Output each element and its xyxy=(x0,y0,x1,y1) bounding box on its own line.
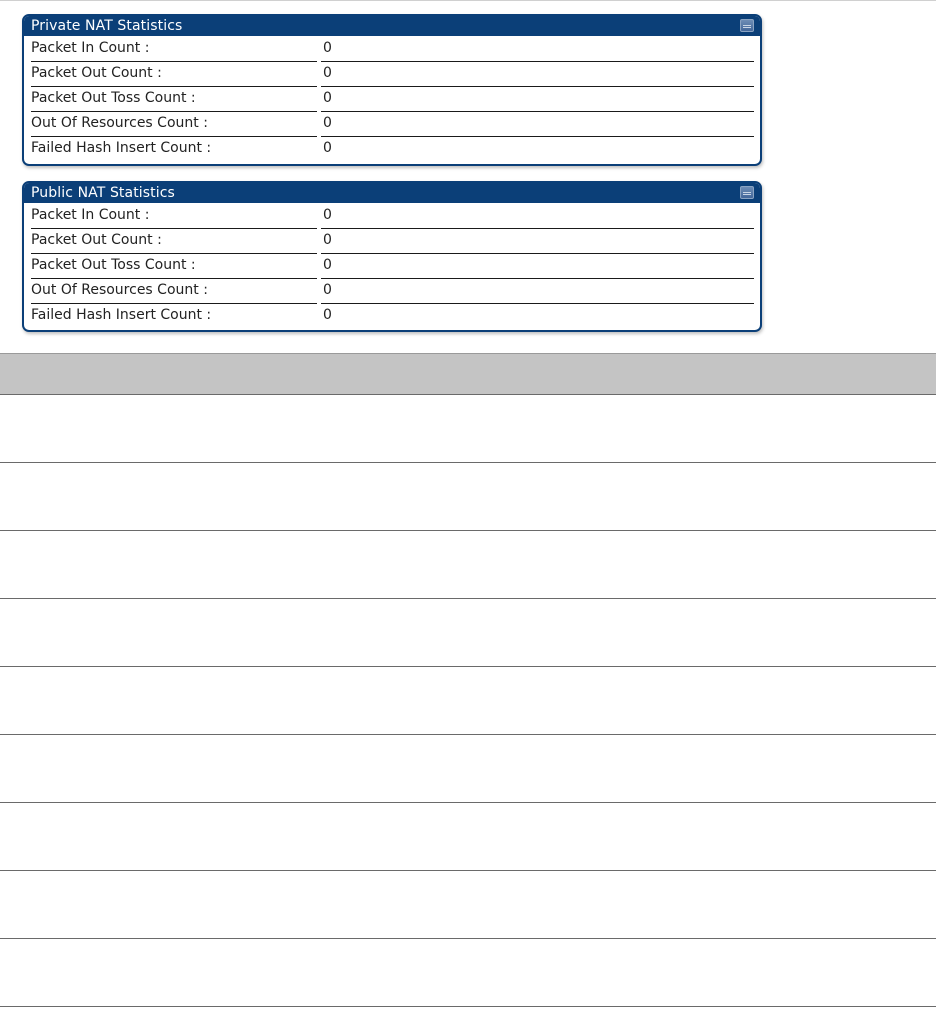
stat-label: Packet In Count : xyxy=(31,206,317,229)
panel-title: Private NAT Statistics xyxy=(31,18,183,34)
stat-value: 0 xyxy=(321,64,754,87)
stat-row-failed-hash-insert xyxy=(24,303,760,328)
stat-row-out-of-resources xyxy=(24,278,760,303)
stat-value: 0 xyxy=(321,206,754,229)
table-row xyxy=(0,599,936,667)
stat-label: Packet In Count : xyxy=(31,39,317,62)
panel-header xyxy=(24,16,760,36)
table-row xyxy=(0,803,936,871)
table-row xyxy=(0,667,936,735)
stat-row-out-of-resources xyxy=(24,111,760,136)
stat-row-packet-in xyxy=(24,203,760,228)
stat-row-failed-hash-insert xyxy=(24,136,760,161)
stat-value: 0 xyxy=(321,256,754,279)
table-header-row xyxy=(0,354,936,395)
stat-row-packet-out-toss xyxy=(24,86,760,111)
stat-label: Failed Hash Insert Count : xyxy=(31,140,212,156)
stat-label: Packet Out Count : xyxy=(31,64,317,87)
stat-label: Packet Out Count : xyxy=(31,231,317,254)
table-row xyxy=(0,463,936,531)
stat-label: Out Of Resources Count : xyxy=(31,114,317,137)
panel-title: Public NAT Statistics xyxy=(31,185,175,201)
collapse-icon[interactable] xyxy=(740,19,754,32)
stat-row-packet-out xyxy=(24,61,760,86)
stat-value: 0 xyxy=(323,307,332,323)
public-nat-statistics-panel xyxy=(22,181,762,332)
stat-row-packet-out xyxy=(24,228,760,253)
top-divider xyxy=(0,0,936,1)
stat-row-packet-out-toss xyxy=(24,253,760,278)
table-row xyxy=(0,871,936,939)
private-nat-statistics-panel xyxy=(22,14,762,166)
stat-label: Out Of Resources Count : xyxy=(31,281,317,304)
table-row xyxy=(0,735,936,803)
stat-label: Failed Hash Insert Count : xyxy=(31,307,212,323)
collapse-icon[interactable] xyxy=(740,186,754,199)
stat-value: 0 xyxy=(321,39,754,62)
table-row xyxy=(0,395,936,463)
stat-label: Packet Out Toss Count : xyxy=(31,89,317,112)
stat-value: 0 xyxy=(321,89,754,112)
stat-label: Packet Out Toss Count : xyxy=(31,256,317,279)
stat-value: 0 xyxy=(321,114,754,137)
table-row xyxy=(0,939,936,1007)
table-row xyxy=(0,531,936,599)
stat-value: 0 xyxy=(321,281,754,304)
description-table xyxy=(0,353,936,1007)
stat-row-packet-in xyxy=(24,36,760,61)
stat-value: 0 xyxy=(321,231,754,254)
panel-header xyxy=(24,183,760,203)
stat-value: 0 xyxy=(323,140,332,156)
